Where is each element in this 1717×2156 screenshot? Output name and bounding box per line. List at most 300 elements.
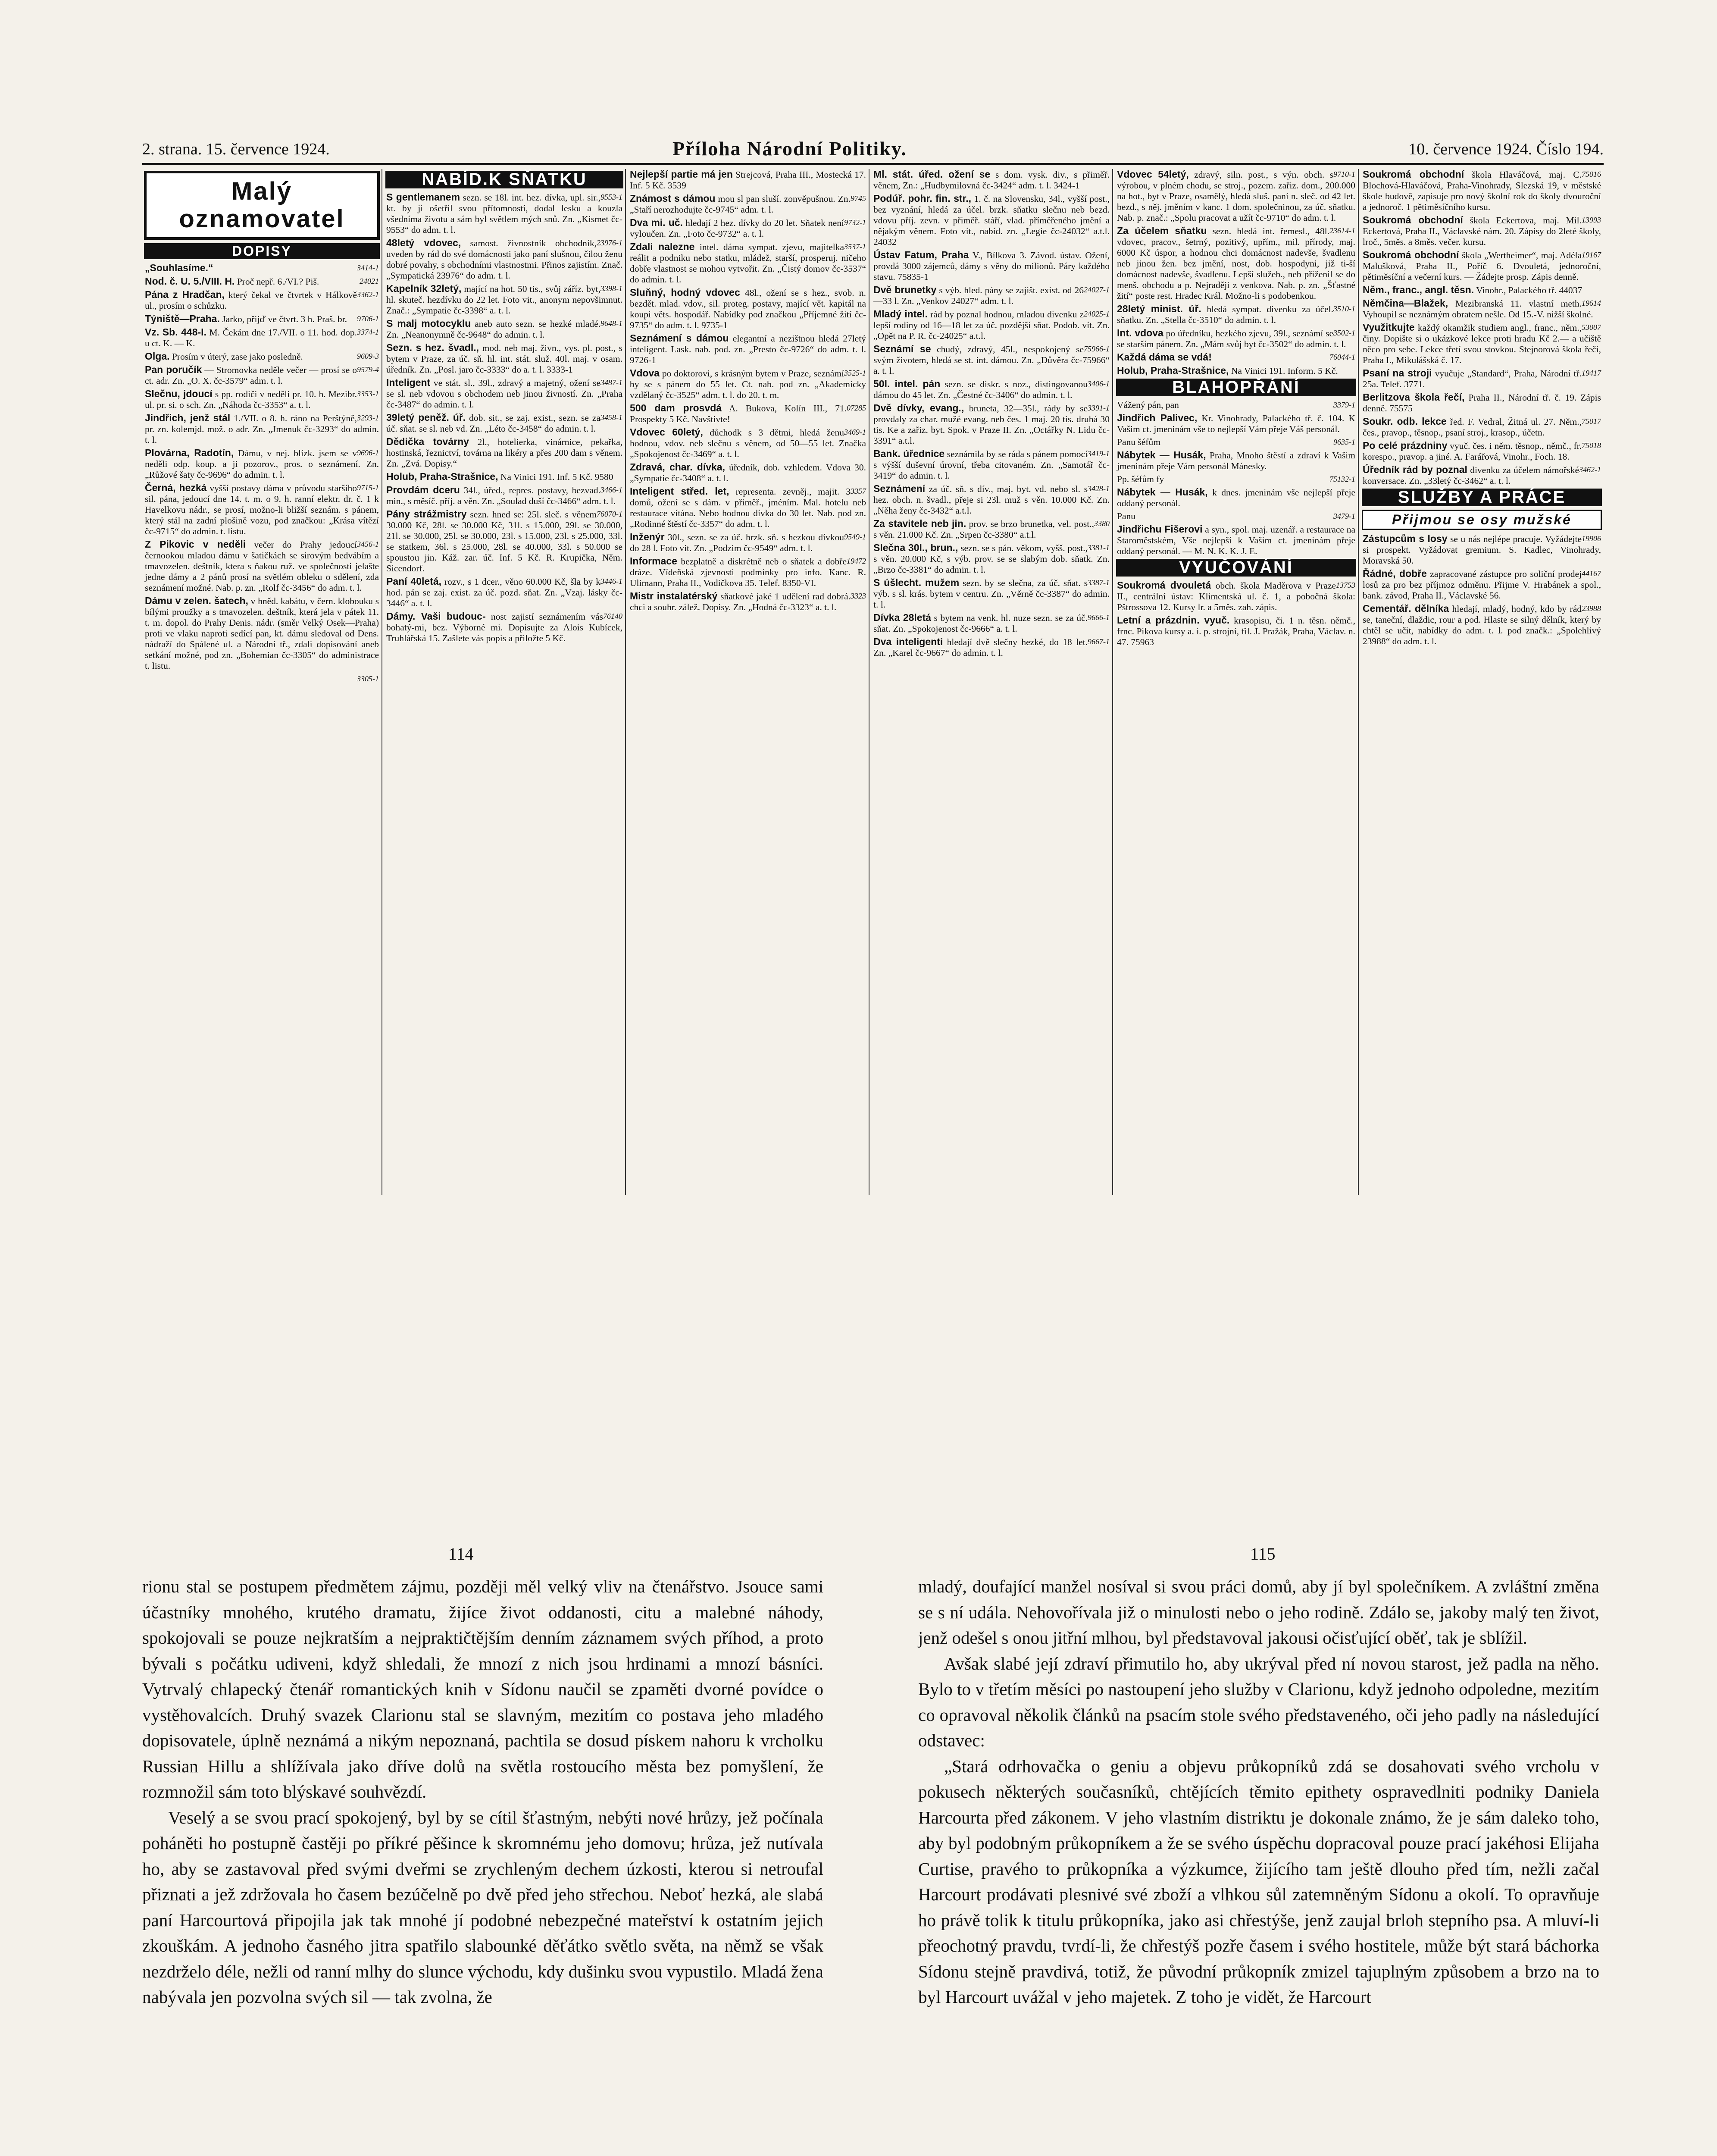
ad-heading: Seznámení s dámou [630,332,729,344]
ad-heading: Mladý intel. [873,308,928,320]
ad-heading: Z Pikovic v neděli [145,539,246,550]
ad-number: 3428-1 [1088,484,1110,493]
ad-heading: Zdravá, char. dívka, [630,461,725,473]
classified-ad [386,485,622,507]
classified-ad [1117,524,1355,557]
ad-number: 9667-1 [1088,637,1110,646]
ad-text: Strejcová, Praha III., Mostecká 17. Inf. 5 Kč. 3539 [630,169,866,191]
story-column-right [918,1574,1599,2010]
classified-ad [873,636,1110,658]
page-number-right: 115 [1250,1544,1276,1564]
ad-text: bezplatně a diskrétně neb o sňatek a dobře dráze. Vídeňská zjevnosti podmínky pro info. Kanc. R. Ulimann, Praha II., Vodičkova 35. Telef. 8350-VI. [630,556,866,588]
classified-ad [1363,285,1601,296]
ad-number: 9579-4 [357,365,379,374]
classified-ad [873,250,1110,282]
ad-number: 24021 [360,277,379,285]
ad-text: 30l., sezn. se za úč. brzk. sň. s hezkou dívkou do 28 l. Foto vit. Zn. „Podzim čc-9549“ adm. t. l. [630,532,844,553]
ad-heading: Seznámí se [873,343,931,354]
ad-text: po doktorovi, s krásným bytem v Praze, seznámí by se s pánem do 55 let. Ct. nab. pod zn. „Akademicky vzdělaný čc-3525“ adm. t. l. do 20. t. m. [630,368,866,400]
ad-heading: Něm., franc., angl. těsn. [1363,284,1474,295]
ad-heading: Plovárna, Radotín, [145,447,234,458]
classified-ad [873,309,1110,342]
ad-text: — Stromovka neděle večer — prosí se o ct. adr. Zn. „O. X. čc-3579“ adm. t. l. [145,365,357,386]
classified-ad [386,436,622,469]
classified-ad [630,403,866,425]
classified-ad [1363,250,1601,282]
classified-ad [1363,440,1601,462]
ad-text: mou sl pan sluší. zonvěpušnou. Zn. „Staří nerozhodujte čc-9745“ adm. t. l. [630,194,851,215]
ad-heading: Nábytek — Husák, [1117,449,1206,461]
ad-heading: Slečnu, jdoucí [145,388,213,399]
ad-heading: Soukr. odb. lekce [1363,416,1447,427]
ad-heading: Černá, hezká [145,482,207,493]
classified-ad [630,217,866,239]
classified-ad [386,412,622,434]
ad-text: Vinohr., Palackého tř. 44037 [1476,285,1583,295]
ad-heading: Int. vdova [1117,327,1163,338]
ad-heading: Holub, Praha-Strašnice, [1117,365,1229,376]
ad-number: 19472 [847,557,866,565]
ad-text: za úč. sň. s dív., maj. byt. vd. nebo sl. s hez. obch. n. švadl., přeje si 23l. muž s věn. 10.000 Kč. Zn. „Něha ženy čc-3432“ a.t.l. [873,484,1110,516]
classified-ad [145,289,379,311]
ad-number: 9549-1 [844,533,866,541]
ad-heading: Paní 40letá, [386,576,442,587]
ad-heading: Inženýr [630,531,665,542]
ad-number: 3381-1 [1088,543,1110,552]
ad-number: 3406-1 [1088,379,1110,388]
ad-heading: Dvě brunetky [873,284,937,295]
classified-ad [1363,533,1601,566]
classified-column-6 [1360,169,1604,1195]
ad-heading: Bank. úřednice [873,448,945,459]
ad-text: a syn., spol. maj. uzenář. a restaurace na Staroměstském, Vše nejlepší k Vašim ct. jmeninám přeje oddaný personál. — M. N. K. K. J. E. [1117,524,1355,556]
ad-number: 9696-1 [357,448,379,457]
classified-ad [145,448,379,480]
classified-ad [1117,169,1355,223]
ad-text: s bytem na venk. hl. nuze sezn. se za úč. sňat. Zn. „Spokojenost čc-9666“ a. t. l. [873,613,1088,634]
ad-heading: Jindřichu Fišerovi [1117,523,1203,535]
ad-text: mající na hot. 50 tis., svůj záříz. byt, hl. skuteč. hezdívku do 22 let. Foto vit., anonym nepovšimnut. Znač.: „Sympatie čc-3398“ a. t. l. [386,284,622,316]
classified-ad [145,351,379,362]
ad-heading: Soukromá obchodní [1363,169,1464,180]
classified-ad [1117,580,1355,613]
section-prijmou-se: Přijmou se osy mužské [1362,510,1602,530]
ad-heading: Po celé prázdniny [1363,440,1448,451]
ad-number: 3462-1 [1579,465,1601,474]
ad-number: 19167 [1582,251,1601,259]
ad-text: intel. dáma sympat. zjevu, majitelka reálit a podniku nebo statku, mládež, starší, prosperuj. ničeho dobře vlastnost se mohou vytvořit. Zn. „Čistý domov čc-3537“ do admin. t. l. [630,242,866,285]
ad-text: sezn. se diskr. s noz., distingovanou dámou do 45 let. Zn. „Čestné čc-3406“ do admin. t. l. [873,379,1088,400]
classified-ad [1117,352,1355,363]
header-date-left: 2. strana. 15. července 1924. [142,140,330,158]
classified-ad [630,368,866,401]
ad-text: Vážený pán, pan [1117,400,1179,410]
ad-number: 9710-1 [1333,170,1355,179]
ad-number: 75016 [1582,170,1601,179]
classified-ad [386,576,622,609]
ad-text: sňatkové jaké 1 udělení rad dobrá. chci a souhr. zálež. Dopisy. Zn. „Hodná čc-3323“ a. t. l. [630,591,851,612]
classified-ad [1117,328,1355,350]
classified-column-1 [142,169,382,1195]
ad-text: aneb auto sezn. se hezké mladé. Zn. „Neanonymně čc-9648“ do admin. t. l. [386,319,601,340]
classified-ad [1363,603,1601,647]
ad-number: 9745 [851,194,866,203]
ad-number: 19614 [1582,299,1601,307]
classified-ad [1363,298,1601,320]
classified-ad [145,276,379,287]
ad-text: 2l., hotelierka, vinárnice, pekařka, hostinská, řeznictví, továrna na likéry a přes 200 dam s věnem. Zn. „Zvá. Dopisy.“ [386,437,622,469]
ad-number: 3487-1 [600,378,622,387]
classified-ad [386,377,622,410]
ad-number: 75018 [1582,441,1601,450]
ad-heading: Dědička továrny [386,436,469,447]
ad-number: 3502-1 [1333,329,1355,337]
ad-text: rád by poznal hodnou, mladou divenku z lepší rodiny od 16—18 let za úč. pozdější sňat. Podob. vít. Zn. „Opět na P. R. čc-24025“ a.t.l. [873,309,1110,341]
section-sluzby-a-prace: SLUŽBY A PRÁCE [1362,489,1602,506]
classified-ad [873,344,1110,376]
ad-text: Mezibranská 11. vlastní meth. Vyhoupil se neznámým obratem nešle. Od 15.-V. nižší školné. [1363,298,1593,320]
section-dopisy: DOPISY [144,243,380,259]
ad-number: 75017 [1582,417,1601,426]
section-vyucovani: VYUČOVÁNÍ [1116,559,1356,577]
story-paragraph: Avšak slabé její zdraví přimutilo ho, aby ukrýval před ní novou starost, jež padla na něho. Bylo to v třetím měsíci po nastoupení jeho služby v Clarionu, když jednoho odpoledne, mezitím co opravoval několik článků na psacím stole svého představeného, oči jeho padly na následující odstavec: [918,1653,1599,1750]
classified-ad [873,518,1110,540]
classified-ad [630,532,866,554]
classified-ad [873,169,1110,191]
story-paragraph: „Stará odrhovačka o geniu a objevu průkopníků zdá se dosahovati svého vrcholu v pokusech některých současníků, chtějících těmito epithety ospravedlniti podniky Daniela Harcourta před zákonem. V jeho vlastním distriktu je dokonale známo, že je sám daleko toho, aby byl podobným průkopníkem a že se svého úspěchu dopracoval pouze prací jakéhosi Elijaha Curtise, pravého to průkopníka a výzkumce, žijícího tam ještě dlouho před tím, nežli začal Harcourt prodávati plesnivé své zboží a vlhkou sůl zatemněným Sídonu a okolí. To opravňuje ho právě tolik k titulu průkopníka, jako asi chřestýše, jenž zaujal brloh stepního psa. A mluví-li přeochotný pravdu, tvrdí-li, že chřestýš pozře časem i svého hostitele, může být stará báchorka Sídonu stejně pravdivá, totiž, že původní průkopník zmizel tajuplným způsobem a brzo na to byl Harcourt uvážal v jeho majetek. Z toho je vidět, že Harcourt [918,1756,1599,2007]
ad-text: 1. č. na Slovensku, 34l., vyšší post., bez vyznání, hledá za účel. brzk. sňatku slečnu neb bezd. vdovu příj. zevn. v přiměř. stáří, vlad. příměřeného jmění a nějakým věnem. Foto vít., nabíd. zn. „Legie čc-24032“ a.t.l. 24032 [873,194,1110,247]
ad-heading: Zdali nalezne [630,241,695,252]
classified-ad [1363,322,1601,366]
classified-ad [1363,169,1601,213]
ad-number: 3466-1 [600,486,622,494]
ad-heading: Soukromá obchodní [1363,214,1463,226]
ad-text: Na Vinici 191. Inf. 5 Kč. 9580 [500,472,613,482]
ad-number: 3525-1 [844,369,866,377]
classified-ad [873,403,1110,446]
ad-number: 23976-1 [597,238,622,247]
ad-heading: Pány strážmistry [386,508,467,520]
ad-text: zapracované zástupce pro soliční prodej losů za pro bez příjmoz odměnu. Přijme V. Hrabánek a spol., bank. závod, Praha II., Václavské 56. [1363,569,1601,601]
ad-text: úředník, dob. vzhledem. Vdova 30. „Sympatie čc-3408“ a. t. l. [630,462,866,483]
ad-number: 13993 [1582,216,1601,224]
ad-number: 3398-1 [600,284,622,293]
ad-number: 3456-1 [357,540,379,548]
ad-number: 3387-1 [1088,578,1110,587]
classified-ad [1117,413,1355,435]
ad-text: vyuč. čes. i něm. těsnop., němč., fr. korespo., pravop. a jiné. A. Farářová, Vinohr., Foch. 18. [1363,441,1582,462]
classified-ad [1363,215,1601,248]
ad-text: Pp. šéfům fy [1117,474,1164,484]
ad-number: 3414-1 [357,263,379,272]
classified-ad [145,327,379,349]
header-date-right: 10. července 1924. Číslo 194. [1408,140,1604,158]
ad-heading: Vdovec 60letý, [630,426,703,438]
ad-heading: Cementář. dělníka [1363,603,1449,614]
ad-heading: 50l. intel. pán [873,378,941,389]
ad-heading: Úředník rád by poznal [1363,464,1467,475]
classified-ad [1363,568,1601,601]
ad-text: Kr. Vinohrady, Palackého tř. č. 104. K Vašim ct. jmeninám vše to nejlepší Vám přeje Váš personál. [1117,413,1356,434]
ad-text: ve stát. sl., 39l., zdravý a majetný, ožení se se sl. neb vdovou s obchodem neb jinou živností. Zn. „Praha čc-3487“ do admin. t. l. [386,378,622,410]
ad-number: 3479-1 [1333,512,1355,520]
ad-text: nost zajistí seznámením vás bohatý-mi, bez. Výborné mi. Dopisujte za Alois Kubícek, Truhlářská 15. Zašlete vás popis a přiložte 5 Kč. [386,611,622,643]
ad-heading: Za účelem sňatku [1117,225,1207,236]
ad-text: řed. F. Vedral, Žitná ul. 27. Něm., čes., pravop., těsnop., psaní stroj., krasop., účetn. [1363,417,1582,438]
classified-ad [386,283,622,316]
ad-heading: Inteligent [386,377,431,388]
ad-text: večer do Prahy jedoucí černookou mladou dámu v šatičkách se sirovým bedvábím a tmavozelen. deštník, ktera s ňakou ruž. ve společnosti jelašte jedne dámy a 2 pánů prosí na světlém obleku o sdělení, zda seznámení možné. Nab. p. zn. „Rolf čc-3456“ do adm. t. l. [145,539,379,593]
ad-text: zdravý, siln. post., s výn. obch. s výrobou, v plném chodu, se stroj., pozem. zařiz. dom., 200.000 na hot., byt v Praze, osamělý, hledá sluš. paní n. sleč. od 42 let. bezd., s něj. jměním v kanc. 1 dom. společninou, za úč. sňatku. Nab. p. znač.: „Spolu pracovat a užít čc-9710“ do adm. t. l. [1117,169,1355,223]
classified-ad [145,483,379,537]
ad-text: škola Hlaváčová, maj. C. Blochová-Hlaváčová, Praha-Vinohrady, Slezská 19, v městské škole budově, zapisuje pro nový školní rok do školy dvouroční a jednoroč. 1 pětiměsíčního kursu. [1363,169,1601,212]
classified-ad [873,285,1110,307]
ad-heading: Dívka 28letá [873,612,932,623]
classified-ad [145,263,379,274]
classified-ad [630,333,866,366]
ad-number: 3323 [851,592,866,600]
page-number-left: 114 [448,1544,474,1564]
classified-ad [1363,416,1601,438]
ad-number: 3458-1 [600,413,622,422]
ad-number: 3357 [851,487,866,495]
ad-text: A. Bukova, Kolín III., 71. Prospekty 5 Kč. Navštivte! [630,403,847,424]
classified-ad [630,193,866,215]
ad-heading: Slečna 30l., brun., [873,542,958,553]
ad-heading: Dámy. Vaši budouc- [386,611,486,622]
ad-text: sezn. se s pán. věkom, vyšš. post., s věn. 20.000 Kč, s výb. prov. se se slabým dob. sňatk. Zn. „Brzo čc-3381“ do admin. t. l. [873,543,1110,575]
ad-text: k dnes. jmeninám vše nejlepší přeje oddaný personál. [1117,487,1356,508]
classified-column-2 [384,169,626,1195]
ad-text: sezn. by se slečna, za úč. sňat. s výb. s sl. krás. bytem v centru. Zn. „Věrně čc-3387“ do admin. t. l. [873,578,1110,610]
ad-number: 3510-1 [1333,304,1355,313]
ad-heading: S gentlemanem [386,191,460,203]
classified-ad [386,318,622,340]
ad-text: obch. škola Maděrova v Praze II., centrální ústav: Klimentská ul. č. 1, a pobočná škola: Pštrossova 12. Kursy lr. a 5měs. zah. zápis. [1117,580,1355,612]
story-paragraph: Veselý a se svou prací spokojený, byl by se cítil šťastným, nebýti nové hrůzy, jež počínala poháněti ho postupně častěji po příkré pěšince k skromnému jeho domovu; hrůza, jež nutívala ho, aby se zastavoval před svými dveřmi se zrychleným dechem úzkosti, kterou si netroufal přiznati a jež zdržovala ho časem bezúčelně po dvě před jeho střechou. Neboť hezká, ale slabá paní Harcourtová připojila jak tak mnohé jí podobné nebezpečné mateřství k ostatním jejich zkouškám. A jednoho časného jitra spatřilo slabounké děťátko světlo světa, na němž se však nezdrželo déle, nežli od ranní mlhy do slunce východu, kdy dušinku svou vypustilo. Mladá žena nabývala jen pozvolna svých sil — tak zvolna, že [142,1807,823,2007]
ad-heading: Sluňný, hodný vdovec [630,287,740,298]
ad-number: 9553-1 [600,193,622,201]
classified-ad [386,238,622,281]
ad-number: 3537-1 [844,242,866,251]
classified-ad [873,577,1110,610]
ad-text: vyučuje „Standard“, Praha, Národní tř. 25a. Telef. 3771. [1363,368,1582,389]
ad-heading: Vdovec 54letý, [1117,169,1189,180]
classified-ad [630,556,866,589]
ad-heading: Nejlepší partie má jen [630,169,733,180]
ad-number: 13753 [1336,581,1355,589]
ad-heading: Pan poručík [145,364,202,375]
ad-heading: Nábytek — Husák, [1117,486,1208,498]
ad-heading: Seznámení [873,483,926,494]
ad-number: 9648-1 [600,319,622,328]
classified-ad [1363,368,1601,390]
classified-ad [1117,511,1355,522]
section-nabidky-snatku: NABÍD.K SŇATKU [385,171,623,188]
ad-text: s dom. vysk. div., s přiměř. věnem, Zn.: „Hudbymilovná čc-3424“ adm. t. l. 3424-1 [873,169,1110,191]
ad-text: rozv., s 1 dcer., věno 60.000 Kč, šla by k hod. pán se zaj. exist. za úč. pozd. sňat. Zn. „Vzaj. lásky čc-3446“ a. t. l. [386,577,622,608]
story-column-left [142,1574,823,2010]
ad-heading: Každá dáma se vdá! [1117,351,1212,363]
ad-text: krasopisu, či. 1 n. těsn. němč., frnc. Pikova kursy a. i. p. strojní, fil. J. Pražák, Praha, Václav. n. 47. 75963 [1117,615,1355,647]
page-header [142,137,1604,165]
ad-number: 19906 [1582,534,1601,543]
ad-heading: Známost s dámou [630,193,716,204]
ad-heading: Olga. [145,351,170,362]
header-title: Příloha Národní Politiky. [672,138,907,160]
ad-trailing-number: 3305-1 [357,674,379,683]
ad-text: důchodk s 3 dětmi, hledá ženu hodnou, vdov. neb slečnu s věnem, od 50—55 let. Značka „Spokojenost čc-3469“ a. t. l. [630,427,866,459]
classified-ad [145,313,379,325]
ad-heading: Řádné, dobře [1363,568,1427,579]
ad-heading: Sezn. s hez. švadl., [386,342,479,353]
ad-heading: Dva mi. uč. [630,217,683,228]
classified-ad [1117,615,1355,648]
ad-heading: „Souhlasíme.“ [145,262,213,273]
ad-heading: Informace [630,555,677,567]
ad-number: 23614-1 [1329,226,1355,235]
classified-ad [1363,392,1601,414]
ad-heading: 500 dam prosvdá [630,402,722,414]
section-blahoprani: BLAHOPŘÁNÍ [1116,379,1356,396]
classified-ad [873,448,1110,481]
ad-number: 19417 [1582,369,1601,377]
ad-text: Dámu, v nej. blízk. jsem se v neděli odp. koup. a ji pozorov., pros. o seznámení. Zn. „Růžové šaty čc-9696“ do admin. t. l. [145,448,379,480]
ad-text: škola „Wertheimer“, maj. Adéla Malušková, Praha II., Poříč 6. Dvouletá, jednoroční, pětiměsíční a večerní kurs. — Žádejte prosp. Zápis denně. [1363,250,1601,282]
ad-heading: 39letý peněž. úř. [386,412,466,423]
ad-heading: Psaní na stroji [1363,367,1432,379]
classified-ad [1117,450,1355,472]
ad-text: Na Vinici 191. Inform. 5 Kč. [1231,366,1338,376]
ad-heading: 28letý minist. úř. [1117,303,1201,314]
ad-number: 3379-1 [1333,401,1355,409]
classified-ad [630,591,866,613]
classified-ad [630,427,866,460]
ad-number: 9635-1 [1333,438,1355,446]
ad-text: M. Čekám dne 17./VII. o 11. hod. dop. u ct. K. — K. [145,327,357,348]
ad-heading: Berlitzova škola řečí, [1363,392,1465,403]
ad-text: Praha, Mnoho štěstí a zdraví k Vašim jmeninám přeje Vám personál Mánesky. [1117,450,1356,471]
ad-text: 48l., ožení se s hez., svob. n. bezdět. mlad. vdov., sil. proteg. postavy, mající vět. kapitál na koupi věts. hospodář. Nabídky pod značkou „Příjemné žití čc-9735“ do adm. t. l. 9735-1 [630,288,866,330]
ad-number: 9715-1 [357,483,379,492]
ad-heading: Soukromá obchodní [1363,249,1459,260]
ad-number: 23988 [1582,604,1601,613]
ad-text: mod. neb maj. živn., vys. pl. post., s bytem v Praze, za úč. sň. hl. int. stát. služ. 40l. maj. v osam. úředník. Zn. „Posl. jaro čc-3333“ do a. t. l. 3333-1 [386,343,623,375]
classified-ad [1117,437,1355,448]
ad-heading: Pána z Hradčan, [145,289,225,300]
ad-number: 24025-1 [1084,310,1110,318]
ad-heading: Provdám dceru [386,484,460,495]
ad-number: 07285 [847,404,866,412]
classified-ad [873,193,1110,248]
ad-number: 76140 [603,612,622,620]
classified-ad [386,471,622,483]
ad-heading: Dva inteligenti [873,636,943,647]
ad-heading: Nod. č. U. 5./VIII. H. [145,276,235,287]
classified-ad [1117,487,1355,509]
ad-text: Prosím v úterý, zase jako posledně. [172,351,303,362]
ad-text: Jarko, přijď ve čtvrt. 3 h. Praš. br. [222,314,347,324]
classified-ad [386,509,622,574]
ad-heading: Jindřich, jenž stál [145,412,231,423]
ad-text: prov. se brzo brunetka, vel. post., s věn. 21.000 Kč. Zn. „Srpen čc-3380“ a.t.l. [873,519,1095,540]
ad-number: 3374-1 [357,328,379,336]
ad-number: 9609-3 [357,352,379,360]
ad-text: Panu šéfům [1117,437,1160,447]
ad-text: sezn. hledá int. řemesl., 48l. vdovec, pracov., šetrný, pozitivý, upřím., mil. přírody, maj. 6000 Kč úspor, a hodnou chci domácnost nadevše, švadlenu neb jinou žen. bez jmění, nost, dob. hospodyni, již ti-ší domácnost nadevše, švadlenu. Lepší služeb., neb přiženil se do menš. obchodu a p. Nejraději z venkova. Nab. p. zn. „Šťastné žití“ poste rest. Hradec Král. Možno-li s podobenkou. [1117,226,1355,301]
ad-text: v hněd. kabátu, v čern. klobouku s bílými proužky a s tmavozelen. deštník, která jela v pátek 11. t. m. dopol. do Prahy Denis. nádr. (směr Velký Osek—Praha) proti ve vlaku naproti sedící pan, kt. dámu sledoval od Dens. nádraží do Spálené ul. a Národní tř., zdali dopisování aneb setkání možné, pod zn. „Bohemian čc-3305“ do administrace t. listu. [145,596,379,671]
ad-heading: Ml. stát. úřed. ožení se [873,169,991,180]
ad-heading: Letní a prázdnin. vyuč. [1117,614,1230,626]
ad-text: 1./VII. o 8. h. ráno na Perštýně, pr. zn. kolemjd. mož. o adr. Zn. „Jmenuk čc-3293“ do admin. t. l. [145,413,379,445]
ad-number: 53007 [1582,323,1601,332]
story-paragraph: mladý, doufající manžel nosíval si svou práci domů, aby jí byl společníkem. A zvláštní změna se s ní udála. Nehovořívala již o minulosti nebo o jeho rodině. Zdálo se, jakoby malý ten život, jenž odešel s onou jitřní mlhou, byl představoval jakousi očisťující oběť, tak je sblížil. [918,1576,1599,1648]
ad-text: sezn. hned se: 25l. sleč. s věnem 30.000 Kč, 28l. se 30.000 Kč, 31l. s 15.000, 29l. se 30.000, 21l. se 30.000, 25l. se 30.000, 23l. s 15.000, 23l. s 25.000, 33l. se statkem, 36l. s 25.000, 28l. se 40.000, 33l. s 50.000 se spoustou jin. Káž. zar. úč. Inf. 5 Kč. R. Krupička, Něm. Sicendorf. [386,509,622,573]
classifieds-area [142,169,1604,1195]
ad-text: hledá sympat. divenku za účel. sňatku. Zn. „Stella čc-3510“ do admin. t. l. [1117,304,1334,325]
ad-text: s pp. rodiči v neděli pr. 10. h. Mezibr. ul. pr. si. o sch. Zn. „Náhoda čc-3353“ a. t. l. [145,389,357,410]
ad-heading: 48letý vdovec, [386,237,461,248]
ad-heading: Zástupcům s losy [1363,533,1448,544]
ad-text: samost. živnostník obchodník, uveden by rád do své domácnosti jako paní slušnou, čilou ženu dobré povahy, s obchodními vlastnostmi. Přinos zajistím. Znač. „Sympatická 23976“ do adm. t. l. [386,238,622,281]
ad-text: 34l., úřed., repres. postavy, bezvad. min., s měsíč. příj. a věn. Zn. „Soulad duší čc-3466“ adm. t. l. [386,485,616,506]
ad-number: 75966-1 [1084,345,1110,353]
ad-text: hledají 2 hez. dívky do 20 let. Sňatek není vyloučen. Zn. „Foto čc-9732“ a. t. l. [630,218,844,239]
ad-heading: Využitkujte [1363,322,1415,333]
ad-heading: Dvě dívky, evang., [873,402,964,414]
classified-ad [145,364,379,386]
ad-number: 9666-1 [1088,613,1110,622]
ad-number: 3362-1 [357,290,379,299]
ad-text: škola Eckertova, maj. Mil. Eckertová, Praha II., Václavské nám. 20. Zápisy do 2leté školy, lroč., 5měs. a 8měs. večer. kursu. [1363,215,1601,247]
ad-number: 24027-1 [1084,285,1110,294]
classified-ad [873,612,1110,634]
ad-text: seznámila by se ráda s pánem pomocí s výšší duševní úrovní, třeba citovaném. Zn. „Samotář čc-3419“ do admin. t. l. [873,449,1110,481]
ad-text: se u nás nejlépe pracuje. Vyžádejte si prospekt. Vyžádovat gremium. S. Kadlec, Vinohrady, Moravská 50. [1363,534,1601,566]
ad-text: sezn. se 18l. int. hez. dívka, upl. sir., kt. by ji ošetřil svou přítomností, dodal lesku a kouzla všedníma životu a sám byl světlem mých snů. Zn. „Kismet čc-9553“ do adm. t. l. [386,192,622,235]
classified-ad [873,379,1110,401]
ad-text: s výb. hled. pány se zajišt. exist. od 26—33 l. Zn. „Venkov 24027“ adm. t. l. [873,285,1084,306]
classified-ad [630,287,866,331]
ad-heading: Vdova [630,367,660,379]
classified-ad [386,192,622,235]
ad-number: 3353-1 [357,389,379,398]
ad-heading: Ústav Fatum, Praha [873,249,969,260]
ad-number: 75132-1 [1329,475,1355,483]
ad-number: 3391-1 [1088,404,1110,412]
ad-number: 3469-1 [844,428,866,436]
classified-ad [1117,365,1355,376]
classified-ad [1117,400,1355,411]
ad-heading: Němčina—Blažek, [1363,298,1448,309]
ad-heading: Za stavitele neb jin. [873,518,966,529]
ad-text: Panu [1117,511,1135,521]
ad-heading: Inteligent střed. let, [630,486,729,497]
ad-text: elegantní a nezištnou hledá 27letý inteligent. Lask. nab. pod. zn. „Presto čc-9726“ do adm. t. l. 9726-1 [630,333,866,365]
ad-number: 3446-1 [600,577,622,586]
classified-column-5 [1114,169,1359,1195]
classified-ad [1117,474,1355,485]
classified-ad [386,611,622,644]
section-title-maly-oznamovatel: Malý oznamovatel [144,171,380,240]
ad-text: Proč nepř. 6./VI.? Piš. [237,276,319,287]
ad-heading: Jindřich Palivec, [1117,412,1198,423]
classified-ad [630,241,866,285]
classified-ad [1117,226,1355,301]
ad-heading: Vz. Sb. 448-I. [145,326,206,338]
classified-column-4 [871,169,1113,1195]
ad-number: 3380 [1094,519,1110,528]
